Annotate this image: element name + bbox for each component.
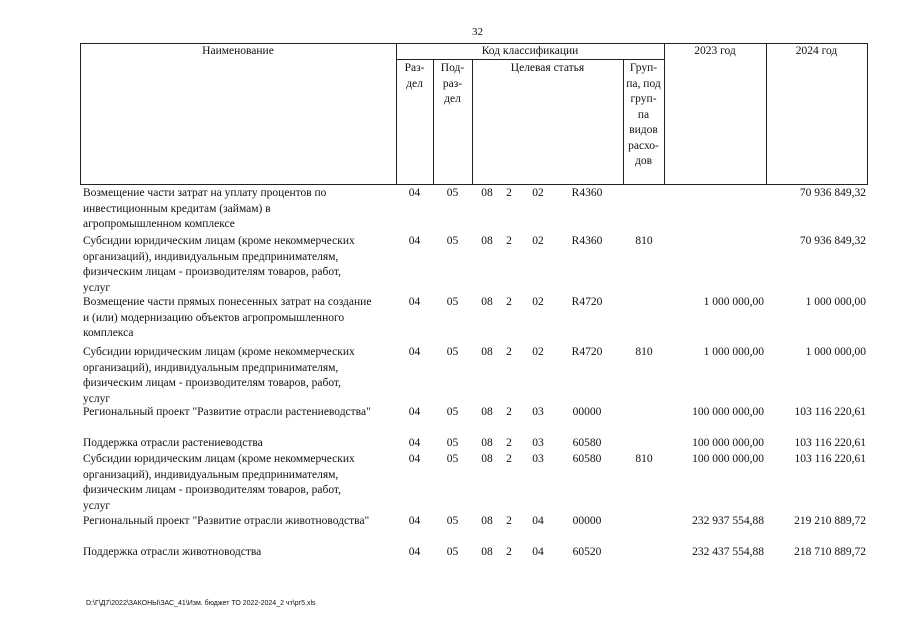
row-name-line: услуг <box>83 392 111 405</box>
cell-podrazdel: 05 <box>446 346 459 358</box>
cell-target-direction: 00000 <box>572 406 602 418</box>
cell-amount-2023: 232 437 554,88 <box>692 546 764 558</box>
cell-target-event: 02 <box>532 296 544 308</box>
cell-target-direction: 00000 <box>572 515 602 527</box>
cell-razdel: 04 <box>408 187 421 199</box>
cell-razdel: 04 <box>408 406 421 418</box>
cell-razdel: 04 <box>408 235 421 247</box>
col-divider-podrazdel <box>472 59 473 184</box>
cell-amount-2024: 1 000 000,00 <box>805 296 866 308</box>
row-name-line: Поддержка отрасли животноводства <box>83 546 262 558</box>
cell-podrazdel: 05 <box>446 235 459 247</box>
cell-amount-2024: 103 116 220,61 <box>794 453 866 465</box>
header-podrazdel-line: Под- <box>440 62 465 74</box>
row-name-line: Возмещение части затрат на уплату процентов по <box>83 187 327 199</box>
row-name <box>83 514 395 530</box>
cell-target-subprogram: 2 <box>506 187 512 199</box>
header-group-line: па <box>637 108 650 121</box>
file-path-footer: D:\Г\Д7\2022\ЗАКОНЫ\ЗАС_41\Изм. бюджет ТО 2022-2024_2 чт\рг5.xls <box>86 600 316 607</box>
cell-amount-2023: 100 000 000,00 <box>692 437 764 449</box>
row-name-line: организаций), индивидуальным предпринимателям, <box>83 361 339 374</box>
row-name-line: услуг <box>83 499 111 512</box>
cell-target-subprogram: 2 <box>506 453 512 465</box>
cell-amount-2023: 1 000 000,00 <box>703 296 764 308</box>
header-group-line: видов <box>629 124 658 136</box>
cell-target-event: 02 <box>532 235 544 247</box>
cell-amount-2023: 1 000 000,00 <box>703 346 764 358</box>
cell-amount-2024: 218 710 889,72 <box>794 546 866 558</box>
cell-amount-2023: 100 000 000,00 <box>692 453 764 465</box>
cell-podrazdel: 05 <box>446 296 459 308</box>
cell-target-direction: R4720 <box>571 346 603 358</box>
header-podrazdel-line: раз- <box>442 77 463 90</box>
table-left-border <box>80 43 81 184</box>
cell-group: 810 <box>635 346 653 358</box>
cell-target-program: 08 <box>481 187 493 199</box>
cell-amount-2024: 103 116 220,61 <box>794 406 866 418</box>
cell-target-event: 03 <box>532 453 544 465</box>
row-name <box>83 405 395 421</box>
cell-target-event: 02 <box>532 346 544 358</box>
cell-podrazdel: 05 <box>446 437 459 449</box>
cell-amount-2024: 1 000 000,00 <box>805 346 866 358</box>
cell-podrazdel: 05 <box>446 187 459 199</box>
header-year-2024: 2024 год <box>795 45 838 57</box>
cell-target-event: 04 <box>532 515 544 527</box>
cell-razdel: 04 <box>408 437 421 449</box>
row-name <box>83 436 395 452</box>
cell-target-direction: 60520 <box>572 546 602 558</box>
header-podrazdel <box>433 61 472 108</box>
row-name <box>83 234 395 296</box>
cell-podrazdel: 05 <box>446 515 459 527</box>
header-razdel-line: Раз- <box>404 62 425 74</box>
cell-group: 810 <box>635 235 653 247</box>
cell-amount-2023: 232 937 554,88 <box>692 515 764 527</box>
cell-target-program: 08 <box>481 346 493 358</box>
cell-target-direction: R4720 <box>571 296 603 308</box>
row-name-line: инвестиционным кредитам (займам) в <box>83 202 271 215</box>
row-name-line: агропромышленном комплексе <box>83 218 235 230</box>
row-name-line: физическим лицам - производителям товаров, работ, <box>83 266 341 278</box>
row-name-line: Субсидии юридическим лицам (кроме некоммерческих <box>83 453 355 465</box>
table-right-border <box>867 43 868 184</box>
header-group-line: дов <box>634 155 653 167</box>
row-name-line: Возмещение части прямых понесенных затрат на создание <box>83 296 372 308</box>
cell-razdel: 04 <box>408 346 421 358</box>
col-divider-group <box>664 43 665 184</box>
header-name: Наименование <box>202 45 274 57</box>
cell-target-subprogram: 2 <box>506 546 512 558</box>
cell-razdel: 04 <box>408 515 421 527</box>
header-group-line: па, под <box>626 77 661 90</box>
cell-razdel: 04 <box>408 546 421 558</box>
cell-amount-2024: 70 936 849,32 <box>799 235 866 247</box>
budget-table <box>80 43 868 571</box>
cell-target-subprogram: 2 <box>506 437 512 449</box>
row-name-line: физическим лицам - производителям товаров, работ, <box>83 377 341 389</box>
header-group-line: Груп- <box>629 62 658 74</box>
cell-podrazdel: 05 <box>446 546 459 558</box>
row-name-line: Субсидии юридическим лицам (кроме некоммерческих <box>83 235 355 247</box>
header-razdel <box>396 61 433 92</box>
cell-podrazdel: 05 <box>446 453 459 465</box>
cell-target-program: 08 <box>481 546 493 558</box>
cell-target-program: 08 <box>481 437 493 449</box>
row-name <box>83 186 395 233</box>
cell-target-direction: R4360 <box>571 187 603 199</box>
cell-target-program: 08 <box>481 406 493 418</box>
row-name-line: услуг <box>83 281 111 294</box>
row-name <box>83 345 395 407</box>
cell-razdel: 04 <box>408 453 421 465</box>
row-name <box>83 545 395 561</box>
cell-target-event: 02 <box>532 187 544 199</box>
row-name-line: организаций), индивидуальным предпринимателям, <box>83 468 339 481</box>
header-podrazdel-line: дел <box>444 93 461 105</box>
cell-target-program: 08 <box>481 235 493 247</box>
header-bottom-border <box>80 184 868 185</box>
cell-target-subprogram: 2 <box>506 406 512 418</box>
header-razdel-line: дел <box>406 77 423 90</box>
row-name-line: физическим лицам - производителям товаров, работ, <box>83 484 341 496</box>
row-name-line: и (или) модернизацию объектов агропромышленного <box>83 311 345 324</box>
cell-target-program: 08 <box>481 296 493 308</box>
cell-group: 810 <box>635 453 653 465</box>
cell-target-subprogram: 2 <box>506 235 512 247</box>
cell-target-event: 04 <box>532 546 544 558</box>
header-classification: Код классификации <box>481 45 579 57</box>
cell-target-subprogram: 2 <box>506 296 512 308</box>
row-name-line: комплекса <box>83 327 134 339</box>
row-name-line: Региональный проект "Развитие отрасли растениеводства" <box>83 406 371 418</box>
cell-target-program: 08 <box>481 515 493 527</box>
cell-target-direction: R4360 <box>571 235 603 247</box>
cell-podrazdel: 05 <box>446 406 459 418</box>
cell-amount-2024: 103 116 220,61 <box>794 437 866 449</box>
row-name-line: Региональный проект "Развитие отрасли животноводства" <box>83 515 370 527</box>
header-group-line: груп- <box>630 93 657 105</box>
row-name-line: Поддержка отрасли растениеводства <box>83 437 263 449</box>
row-name-line: организаций), индивидуальным предпринимателям, <box>83 250 339 263</box>
header-group <box>623 61 664 170</box>
row-name <box>83 295 395 342</box>
header-year-2023: 2023 год <box>694 45 736 57</box>
cell-amount-2024: 219 210 889,72 <box>794 515 866 527</box>
col-divider-year1 <box>766 43 767 184</box>
cell-target-program: 08 <box>481 453 493 465</box>
header-target: Целевая статья <box>510 62 585 74</box>
cell-target-event: 03 <box>532 406 544 418</box>
cell-target-direction: 60580 <box>572 437 602 449</box>
row-name <box>83 452 395 514</box>
cell-razdel: 04 <box>408 296 421 308</box>
cell-amount-2023: 100 000 000,00 <box>692 406 764 418</box>
cell-target-event: 03 <box>532 437 544 449</box>
cell-target-direction: 60580 <box>572 453 602 465</box>
header-group-line: расхо- <box>628 139 659 152</box>
page-number: 32 <box>472 26 483 38</box>
cell-amount-2024: 70 936 849,32 <box>799 187 866 199</box>
cell-target-subprogram: 2 <box>506 346 512 358</box>
row-name-line: Субсидии юридическим лицам (кроме некоммерческих <box>83 346 355 358</box>
cell-target-subprogram: 2 <box>506 515 512 527</box>
